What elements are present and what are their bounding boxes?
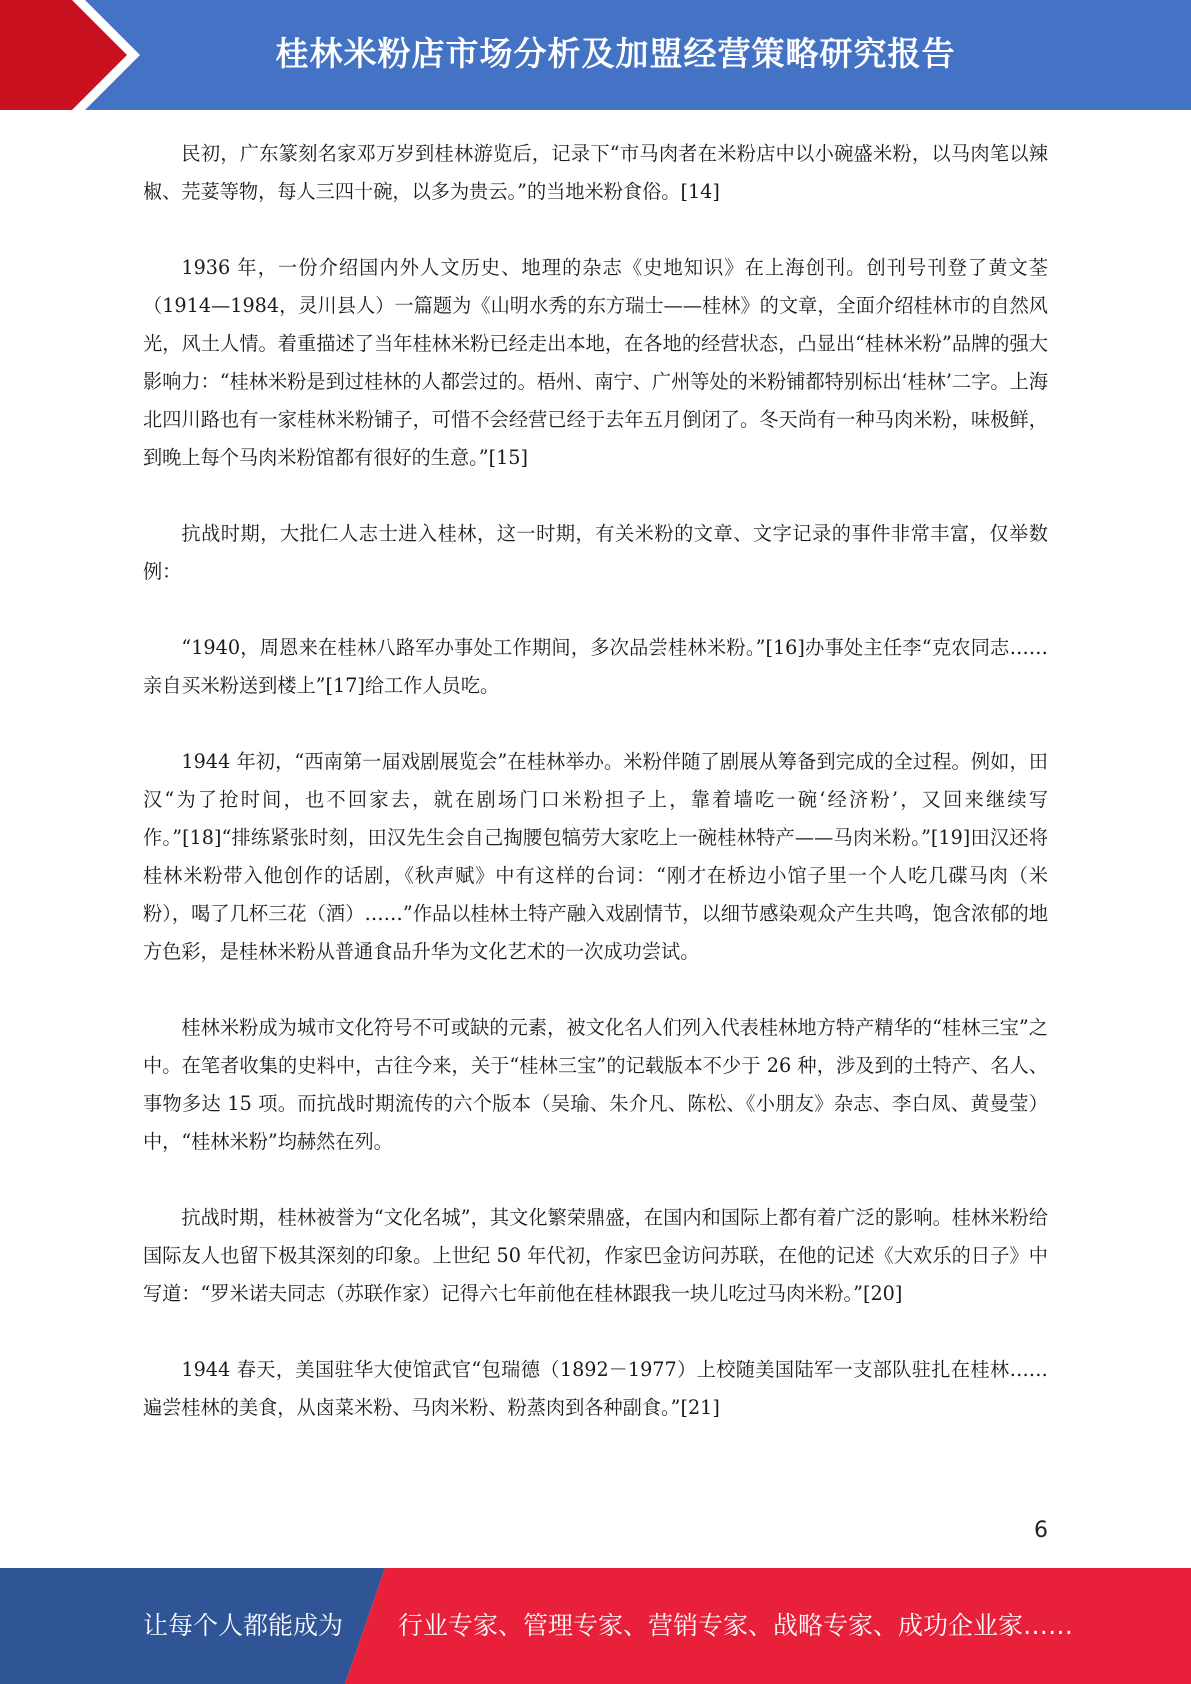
paragraph: 抗战时期，大批仁人志士进入桂林，这一时期，有关米粉的文章、文字记录的事件非常丰富，仅举数例： [143,522,1048,583]
report-title: 桂林米粉店市场分析及加盟经营策略研究报告 [275,34,956,73]
paragraph: 1944 春天，美国驻华大使馆武官“包瑞德（1892－1977）上校随美国陆军一支部队驻扎在桂林……遍尝桂林的美食，从卤菜米粉、马肉米粉、粉蒸肉到各种副食。”[21] [143,1358,1048,1419]
paragraph: 桂林米粉成为城市文化符号不可或缺的元素，被文化名人们列入代表桂林地方特产精华的“桂林三宝”之中。在笔者收集的史料中，古往今来，关于“桂林三宝”的记载版本不少于 26 种，涉及到的土特产、名人、事物多达 15 项。而抗战时期流传的六个版本（吴瑜、朱介凡、陈松、《小朋友》杂志、李白凤、黄曼莹）中，“桂林米粉”均赫然在列。 [143,1016,1048,1153]
page-number: 6 [1034,1518,1048,1543]
page-footer [0,1568,1191,1684]
footer-slogan-right: 行业专家、管理专家、营销专家、战略专家、成功企业家…… [398,1611,1074,1640]
paragraph: 1944 年初，“西南第一届戏剧展览会”在桂林举办。米粉伴随了剧展从筹备到完成的全过程。例如，田汉“为了抢时间，也不回家去，就在剧场门口米粉担子上，靠着墙吃一碗‘经济粉’，又回来继续写作。”[18]“排练紧张时刻，田汉先生会自己掏腰包犒劳大家吃上一碗桂林特产——马肉米粉。”[19]田汉还将桂林米粉带入他创作的话剧，《秋声赋》中有这样的台词：“刚才在桥边小馆子里一个人吃几碟马肉（米粉），喝了几杯三花（酒）……”作品以桂林土特产融入戏剧情节，以细节感染观众产生共鸣，饱含浓郁的地方色彩，是桂林米粉从普通食品升华为文化艺术的一次成功尝试。 [143,750,1048,963]
footer-slogan-left: 让每个人都能成为 [143,1611,344,1640]
paragraph: 民初，广东篆刻名家邓万岁到桂林游览后，记录下“市马肉者在米粉店中以小碗盛米粉，以马肉笔以辣椒、芫荽等物，每人三四十碗，以多为贵云。”的当地米粉食俗。[14] [143,142,1048,203]
document-body [143,135,1048,1465]
paragraph: 1936 年，一份介绍国内外人文历史、地理的杂志《史地知识》在上海创刊。创刊号刊登了黄文荃（1914—1984，灵川县人）一篇题为《山明水秀的东方瑞士——桂林》的文章，全面介绍桂林市的自然风光，风土人情。着重描述了当年桂林米粉已经走出本地，在各地的经营状态，凸显出“桂林米粉”品牌的强大影响力：“桂林米粉是到过桂林的人都尝过的。梧州、南宁、广州等处的米粉铺都特别标出‘桂林’二字。上海北四川路也有一家桂林米粉铺子，可惜不会经营已经于去年五月倒闭了。冬天尚有一种马肉米粉，味极鲜，到晚上每个马肉米粉馆都有很好的生意。”[15] [143,256,1048,469]
page-header [0,0,1191,110]
paragraph: 抗战时期，桂林被誉为“文化名城”，其文化繁荣鼎盛，在国内和国际上都有着广泛的影响。桂林米粉给国际友人也留下极其深刻的印象。上世纪 50 年代初，作家巴金访问苏联，在他的记述《大欢乐的日子》中写道：“罗米诺夫同志（苏联作家）记得六七年前他在桂林跟我一块儿吃过马肉米粉。”[20] [143,1206,1048,1305]
paragraph: “1940，周恩来在桂林八路军办事处工作期间，多次品尝桂林米粉。”[16]办事处主任李“克农同志……亲自买米粉送到楼上”[17]给工作人员吃。 [143,636,1048,697]
